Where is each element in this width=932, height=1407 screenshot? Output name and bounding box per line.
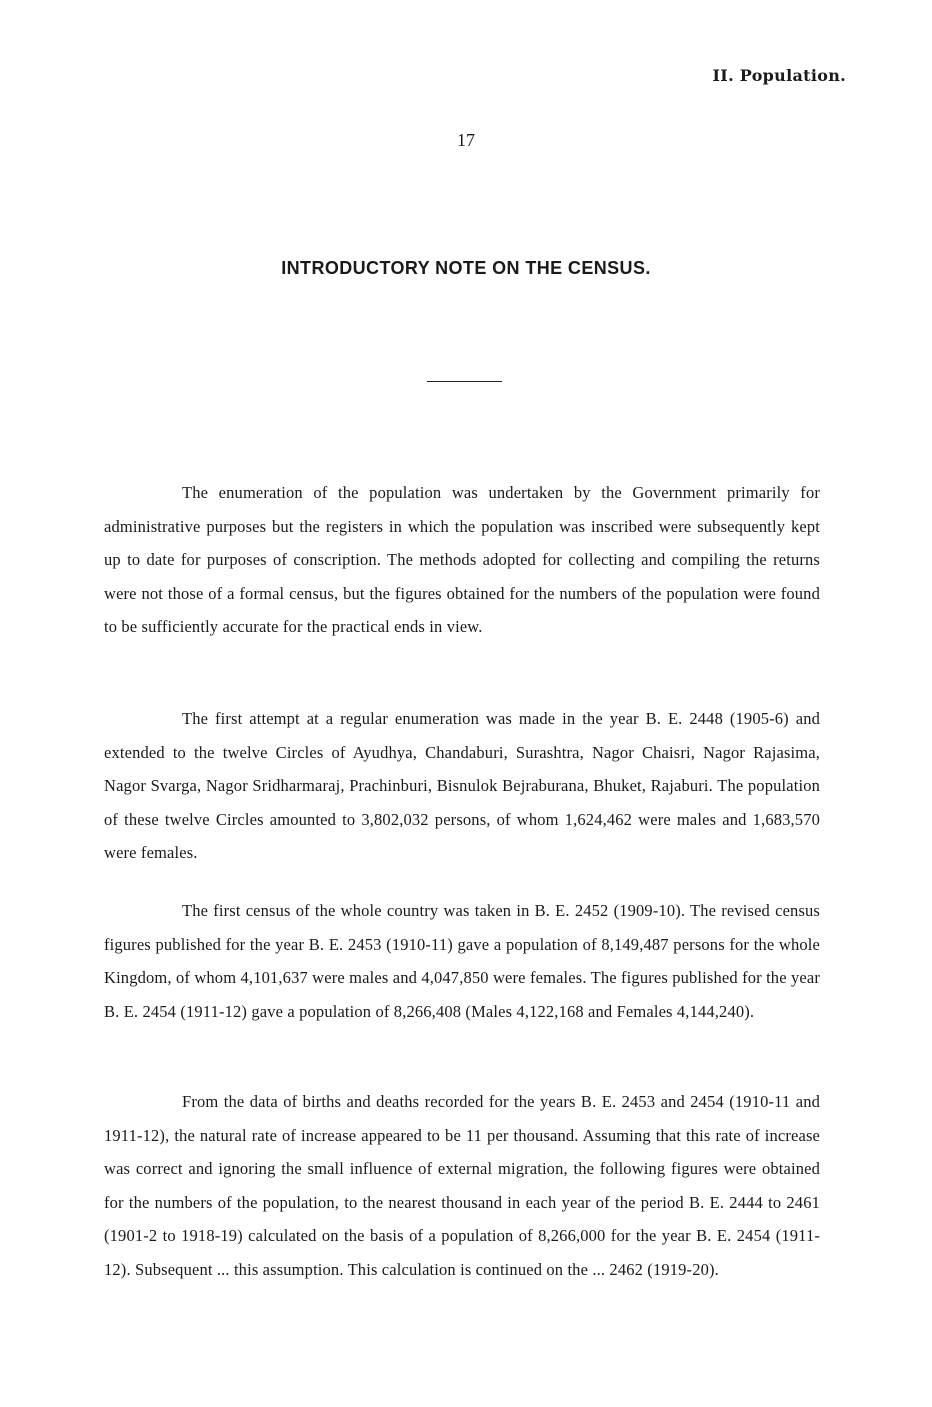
paragraph-enumeration-purpose: The enumeration of the population was undertaken by the Government primarily for administrative purposes but the registers in which the population was inscribed were subsequently kept up to date for purposes of conscription. The methods adopted for collecting and compiling the returns were not those of a formal census, but the figures obtained for the numbers of the population were found to be sufficiently accurate for the practical ends in view. [104, 483, 820, 636]
paragraph-first-census: The first census of the whole country was taken in B. E. 2452 (1909-10). The revised census figures published for the year B. E. 2453 (1910-11) gave a population of 8,149,487 persons for the whole Kingdom, of whom 4,101,637 were males and 4,047,850 were females. The figures published for the year B. E. 2454 (1911-12) gave a population of 8,266,408 (Males 4,122,168 and Females 4,144,240). [104, 901, 820, 1021]
page-number: 17 [457, 130, 475, 150]
paragraph-natural-increase: From the data of births and deaths recorded for the years B. E. 2453 and 2454 (1910-11 and 1911-12), the natural rate of increase appeared to be 11 per thousand. Assuming that this rate of increase was correct and ignoring the small influence of external migration, the following figures were obtained for the numbers of the population, to the nearest thousand in each year of the period B. E. 2444 to 2461 (1901-2 to 1918-19) calculated on the basis of a population of 8,266,000 for the year B. E. 2454 (1911-12). Subsequent ... this assumption. This calculation is continued on the ... 2462 (1919-20). [104, 1092, 820, 1279]
paragraph-first-enumeration: The first attempt at a regular enumeration was made in the year B. E. 2448 (1905-6) and extended to the twelve Circles of Ayudhya, Chandaburi, Surashtra, Nagor Chaisri, Nagor Rajasima, Nagor Svarga, Nagor Sridharmaraj, Prachinburi, Bisnulok Bejraburana, Bhuket, Rajaburi. The population of these twelve Circles amounted to 3,802,032 persons, of whom 1,624,462 were males and 1,683,570 were females. [104, 709, 820, 862]
section-label: II. Population. [712, 66, 846, 85]
title-divider [427, 381, 502, 382]
page-title: INTRODUCTORY NOTE ON THE CENSUS. [281, 258, 651, 278]
